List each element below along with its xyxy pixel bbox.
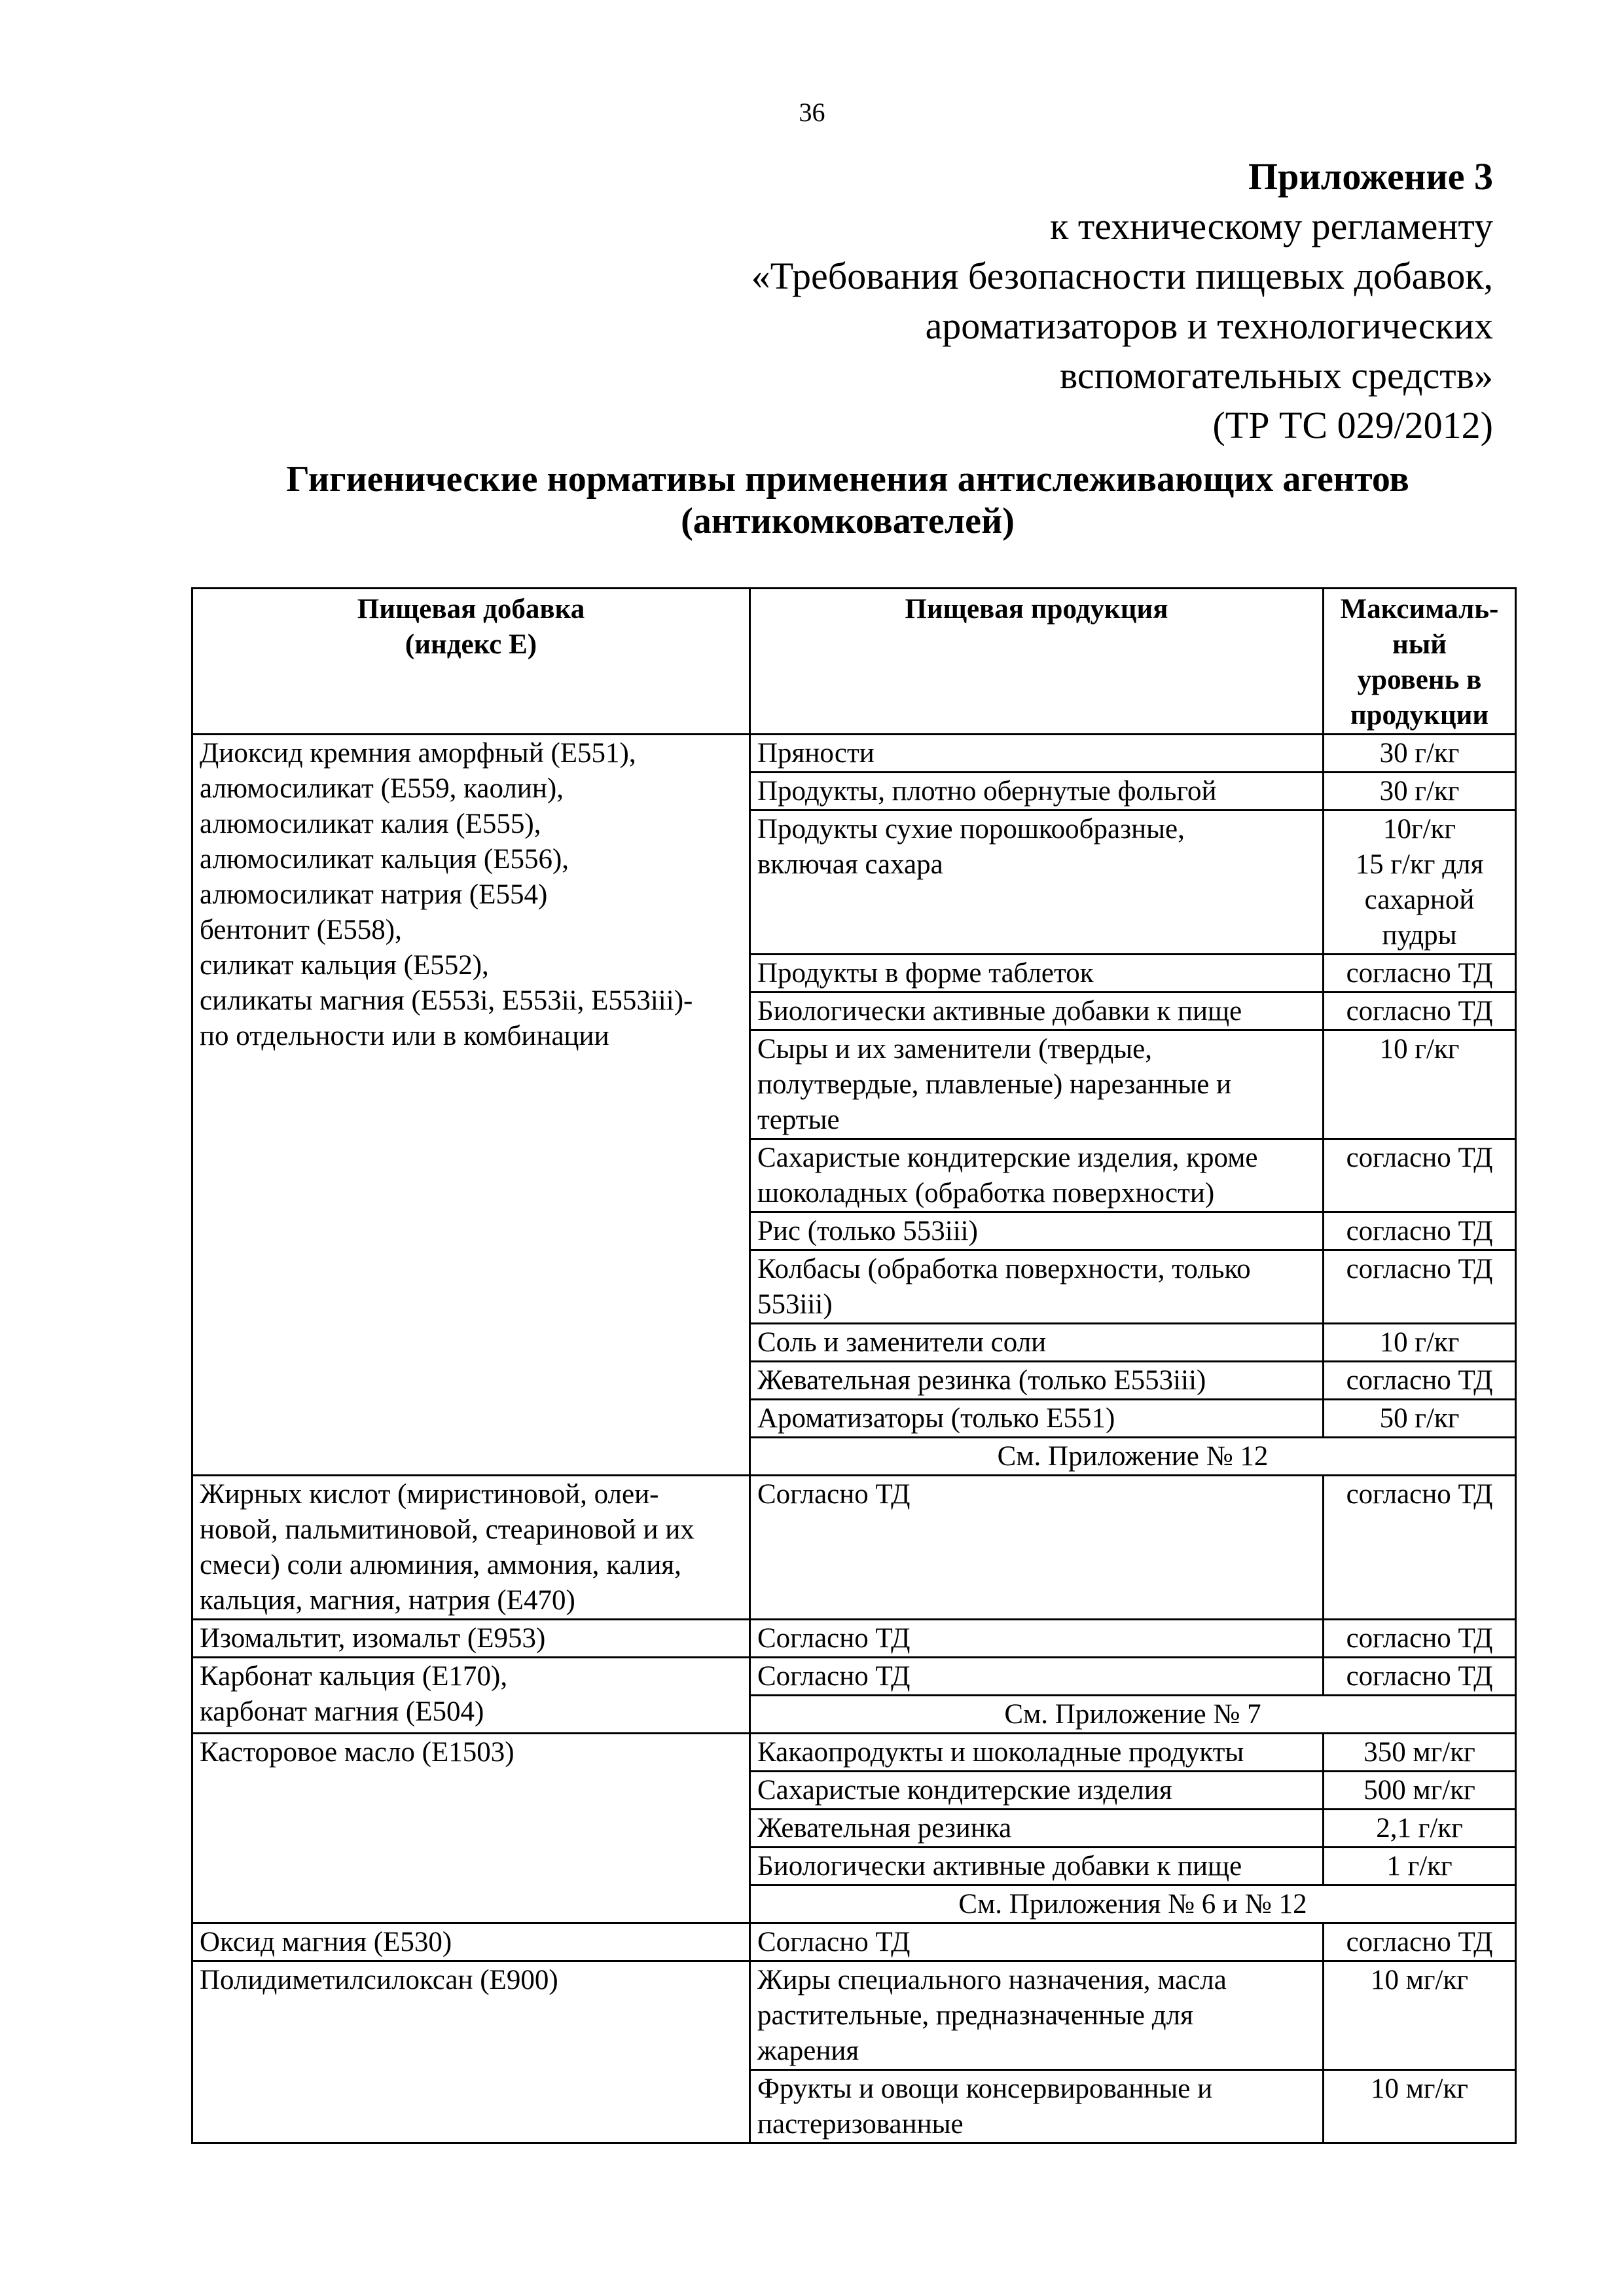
- level-line: 1 г/кг: [1386, 1851, 1453, 1882]
- additive-cell: [192, 735, 750, 1476]
- level-cell: [1324, 773, 1516, 811]
- level-line: согласно ТД: [1346, 1142, 1493, 1173]
- level-line: согласно ТД: [1346, 1365, 1493, 1396]
- level-cell: [1324, 1324, 1516, 1362]
- table-row: [192, 1923, 1516, 1961]
- additive-cell: [192, 1734, 750, 1923]
- level-cell: [1324, 1961, 1516, 2070]
- product-line: Колбасы (обработка поверхности, только: [757, 1254, 1251, 1285]
- level-line: согласно ТД: [1346, 1661, 1493, 1692]
- appendix-header: [446, 152, 1493, 450]
- level-line: 2,1 г/кг: [1376, 1813, 1463, 1844]
- level-cell: [1324, 1476, 1516, 1620]
- product-line: 553iii): [757, 1289, 833, 1320]
- header-level: [1324, 589, 1516, 735]
- table-header-row: [192, 589, 1516, 735]
- additive-line: кальция, магния, натрия (Е470): [200, 1585, 575, 1616]
- product-line: Жевательная резинка (только Е553iii): [757, 1365, 1206, 1396]
- product-cell: [750, 811, 1324, 955]
- level-cell: [1324, 1620, 1516, 1658]
- level-line: пудры: [1382, 920, 1457, 951]
- additive-line: силикат кальция (Е552),: [200, 950, 489, 981]
- level-line: 50 г/кг: [1379, 1403, 1460, 1434]
- product-line: Жевательная резинка: [757, 1813, 1012, 1844]
- level-line: согласно ТД: [1346, 1216, 1493, 1247]
- product-line: Какаопродукты и шоколадные продукты: [757, 1737, 1244, 1768]
- reference-cell: См. Приложение № 12: [750, 1438, 1516, 1476]
- product-cell: [750, 1400, 1324, 1438]
- header-additive: [192, 589, 750, 735]
- product-line: Согласно ТД: [757, 1479, 911, 1510]
- product-line: Биологически активные добавки к пище: [757, 1851, 1242, 1882]
- additive-line: Жирных кислот (миристиновой, олеи-: [200, 1479, 659, 1510]
- additive-cell: [192, 1923, 750, 1961]
- level-line: согласно ТД: [1346, 1479, 1493, 1510]
- product-line: растительные, предназначенные для: [757, 2000, 1193, 2031]
- header-level-line: уровень в: [1357, 665, 1482, 695]
- product-line: Продукты сухие порошкообразные,: [757, 814, 1185, 845]
- product-cell: [750, 1961, 1324, 2070]
- level-cell: [1324, 811, 1516, 955]
- product-line: Рис (только 553iii): [757, 1216, 978, 1247]
- product-cell: [750, 1810, 1324, 1848]
- level-line: 10 мг/кг: [1370, 1965, 1469, 1995]
- additive-line: алюмосиликат (Е559, каолин),: [200, 773, 564, 804]
- level-cell: [1324, 1362, 1516, 1400]
- product-cell: [750, 1848, 1324, 1886]
- level-line: 30 г/кг: [1379, 738, 1460, 769]
- product-line: Ароматизаторы (только Е551): [757, 1403, 1115, 1434]
- table-body: [192, 735, 1516, 2143]
- table-row: [192, 1961, 1516, 2070]
- additive-line: алюмосиликат калия (Е555),: [200, 809, 541, 839]
- document-title-line: (антикомкователей): [681, 501, 1015, 541]
- level-cell: [1324, 1139, 1516, 1212]
- product-cell: [750, 2070, 1324, 2143]
- product-line: шоколадных (обработка поверхности): [757, 1178, 1215, 1209]
- product-cell: [750, 1620, 1324, 1658]
- level-cell: [1324, 1848, 1516, 1886]
- additive-line: бентонит (Е558),: [200, 915, 402, 945]
- product-line: пастеризованные: [757, 2109, 964, 2140]
- document-title: [0, 458, 1624, 542]
- level-line: согласно ТД: [1346, 1254, 1493, 1285]
- level-line: 10 г/кг: [1379, 1034, 1460, 1065]
- additive-line: Оксид магния (Е530): [200, 1927, 452, 1958]
- level-line: 10г/кг: [1382, 814, 1456, 845]
- level-cell: [1324, 2070, 1516, 2143]
- appendix-line: вспомогательных средств»: [1059, 354, 1493, 397]
- additive-line: силикаты магния (Е553i, Е553ii, Е553iii)-: [200, 985, 693, 1016]
- appendix-line: «Требования безопасности пищевых добавок,: [751, 255, 1493, 297]
- level-cell: [1324, 735, 1516, 773]
- product-line: полутвердые, плавленые) нарезанные и: [757, 1069, 1232, 1100]
- document-title-line: Гигиенические нормативы применения антислеживающих агентов: [286, 459, 1409, 500]
- product-cell: [750, 1250, 1324, 1324]
- level-line: согласно ТД: [1346, 996, 1493, 1027]
- level-cell: [1324, 1250, 1516, 1324]
- level-cell: [1324, 1923, 1516, 1961]
- level-line: сахарной: [1364, 884, 1475, 915]
- product-line: Продукты, плотно обернутые фольгой: [757, 776, 1217, 807]
- additive-line: Карбонат кальция (Е170),: [200, 1661, 508, 1692]
- additive-line: Касторовое масло (Е1503): [200, 1737, 514, 1768]
- additive-line: карбонат магния (Е504): [200, 1696, 484, 1727]
- table-row: [192, 1658, 1516, 1696]
- header-level-line: Максималь-: [1340, 594, 1499, 625]
- product-cell: [750, 1772, 1324, 1810]
- additive-cell: [192, 1658, 750, 1734]
- level-cell: [1324, 1734, 1516, 1772]
- level-line: согласно ТД: [1346, 1623, 1493, 1654]
- product-line: тертые: [757, 1104, 840, 1135]
- additive-cell: [192, 1620, 750, 1658]
- header-level-line: ный: [1392, 629, 1447, 660]
- additive-line: смеси) соли алюминия, аммония, калия,: [200, 1550, 681, 1580]
- level-cell: [1324, 1772, 1516, 1810]
- level-cell: [1324, 1400, 1516, 1438]
- product-line: Сахаристые кондитерские изделия: [757, 1775, 1172, 1806]
- product-cell: [750, 1734, 1324, 1772]
- appendix-line: (ТР ТС 029/2012): [1212, 404, 1493, 446]
- norms-table: [191, 587, 1517, 2144]
- product-line: Биологически активные добавки к пище: [757, 996, 1242, 1027]
- product-cell: [750, 993, 1324, 1030]
- product-line: Фрукты и овощи консервированные и: [757, 2073, 1213, 2104]
- table-row: [192, 1476, 1516, 1620]
- product-cell: [750, 1923, 1324, 1961]
- level-line: 10 г/кг: [1379, 1327, 1460, 1358]
- product-cell: [750, 773, 1324, 811]
- appendix-title: Приложение 3: [1248, 155, 1493, 198]
- header-product: Пищевая продукция: [750, 589, 1324, 735]
- level-cell: [1324, 1212, 1516, 1250]
- level-line: согласно ТД: [1346, 958, 1493, 989]
- product-line: Согласно ТД: [757, 1623, 911, 1654]
- page-number: 36: [799, 98, 825, 127]
- product-cell: [750, 1030, 1324, 1139]
- product-cell: [750, 1324, 1324, 1362]
- level-line: 500 мг/кг: [1363, 1775, 1475, 1806]
- product-line: Пряности: [757, 738, 875, 769]
- appendix-line: ароматизаторов и технологических: [925, 304, 1493, 347]
- header-additive-line: (индекс Е): [405, 629, 537, 660]
- additive-line: Диоксид кремния аморфный (Е551),: [200, 738, 636, 769]
- product-line: Сахаристые кондитерские изделия, кроме: [757, 1142, 1258, 1173]
- level-cell: [1324, 1810, 1516, 1848]
- level-line: согласно ТД: [1346, 1927, 1493, 1958]
- level-cell: [1324, 1658, 1516, 1696]
- reference-cell: См. Приложения № 6 и № 12: [750, 1886, 1516, 1923]
- product-line: включая сахара: [757, 849, 943, 880]
- additive-line: по отдельности или в комбинации: [200, 1021, 609, 1051]
- table-row: [192, 1734, 1516, 1772]
- level-line: 10 мг/кг: [1370, 2073, 1469, 2104]
- level-line: 350 мг/кг: [1363, 1737, 1475, 1768]
- product-cell: [750, 1212, 1324, 1250]
- product-cell: [750, 955, 1324, 993]
- header-level-line: продукции: [1350, 700, 1489, 731]
- product-line: Согласно ТД: [757, 1661, 911, 1692]
- level-cell: [1324, 1030, 1516, 1139]
- level-cell: [1324, 955, 1516, 993]
- product-line: Жиры специального назначения, масла: [757, 1965, 1227, 1995]
- level-line: 30 г/кг: [1379, 776, 1460, 807]
- product-line: Продукты в форме таблеток: [757, 958, 1094, 989]
- product-cell: [750, 735, 1324, 773]
- additive-line: Полидиметилсилоксан (Е900): [200, 1965, 558, 1995]
- product-cell: [750, 1362, 1324, 1400]
- additive-line: Изомальтит, изомальт (Е953): [200, 1623, 546, 1654]
- level-line: 15 г/кг для: [1355, 849, 1484, 880]
- additive-cell: [192, 1961, 750, 2143]
- table-row: [192, 735, 1516, 773]
- level-cell: [1324, 993, 1516, 1030]
- appendix-line: к техническому регламенту: [1050, 205, 1493, 247]
- product-line: Соль и заменители соли: [757, 1327, 1047, 1358]
- reference-cell: См. Приложение № 7: [750, 1696, 1516, 1734]
- additive-line: алюмосиликат кальция (Е556),: [200, 844, 569, 875]
- header-additive-line: Пищевая добавка: [357, 594, 585, 625]
- product-line: жарения: [757, 2035, 859, 2066]
- product-line: Сыры и их заменители (твердые,: [757, 1034, 1153, 1065]
- product-cell: [750, 1139, 1324, 1212]
- product-line: Согласно ТД: [757, 1927, 911, 1958]
- table-row: [192, 1620, 1516, 1658]
- additive-line: алюмосиликат натрия (Е554): [200, 879, 548, 910]
- product-cell: [750, 1476, 1324, 1620]
- additive-cell: [192, 1476, 750, 1620]
- product-cell: [750, 1658, 1324, 1696]
- additive-line: новой, пальмитиновой, стеариновой и их: [200, 1514, 695, 1545]
